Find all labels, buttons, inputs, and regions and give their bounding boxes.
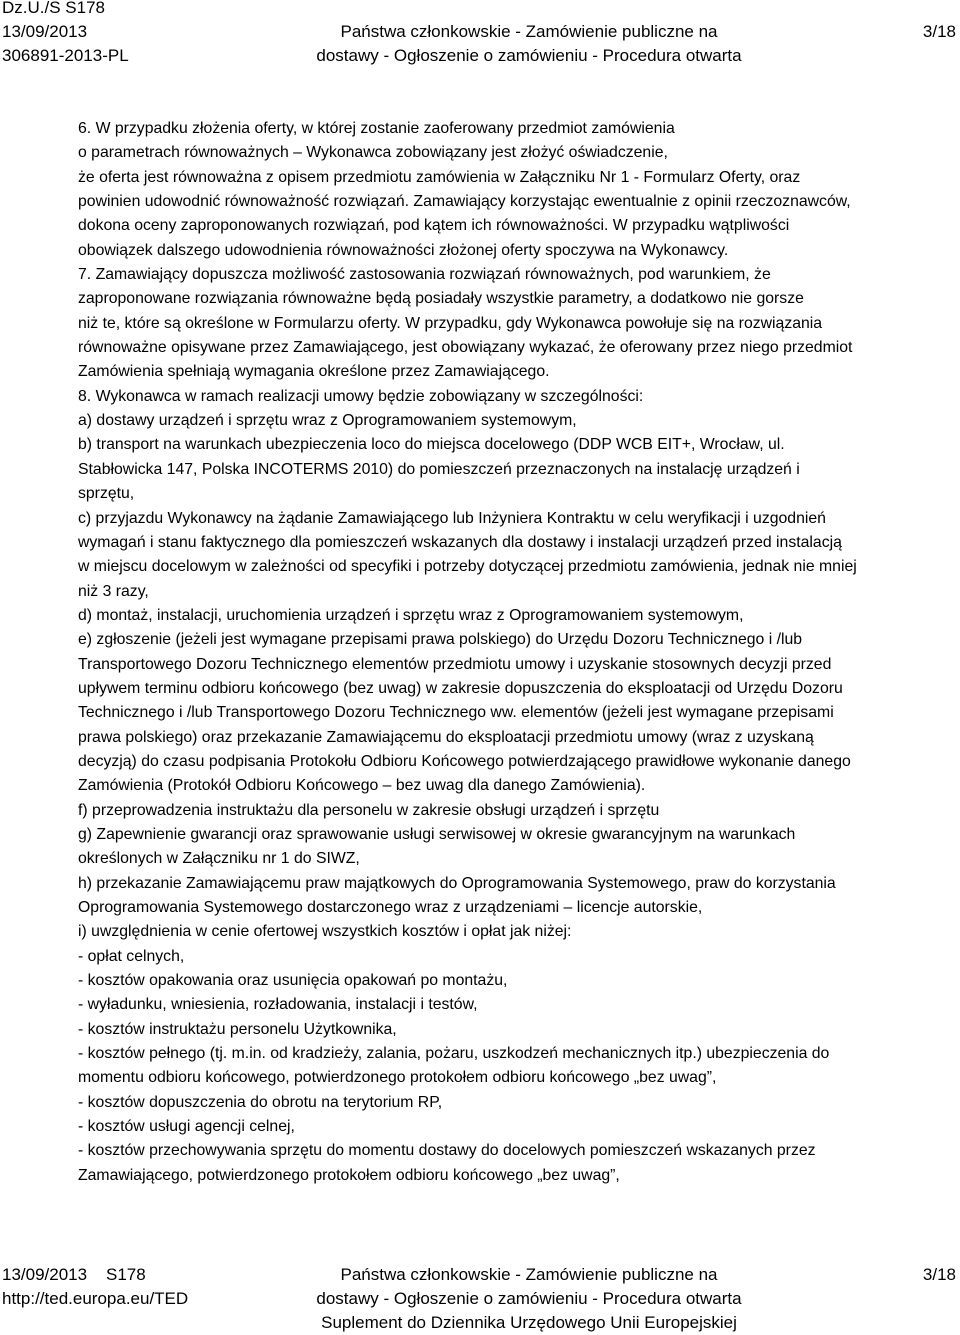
body-text-line: d) montaż, instalacji, uruchomienia urządzeń i sprzętu wraz z Oprogramowaniem systemowym, xyxy=(78,606,744,624)
header-page-number: 3/18 xyxy=(922,22,956,41)
body-text-line: decyzją) do czasu podpisania Protokołu Odbioru Końcowego potwierdzającego prawidłowe wykonanie danego xyxy=(78,752,851,770)
body-text-line: wymagań i stanu faktycznego dla pomieszczeń wskazanych dla dostawy i instalacji urządzeń przed instalacją xyxy=(78,533,842,551)
body-text-line: - kosztów dopuszczenia do obrotu na terytorium RP, xyxy=(78,1093,443,1111)
body-text-line: - opłat celnych, xyxy=(78,947,185,965)
body-text-line: Zamawiającego, potwierdzonego protokołem odbioru końcowego „bez uwag”, xyxy=(78,1166,620,1184)
body-text-line: powinien udowodnić równoważność rozwiązań. Zamawiający korzystając ewentualnie z opinii rzeczoznawców, xyxy=(78,193,851,211)
body-text-line: a) dostawy urządzeń i sprzętu wraz z Oprogramowaniem systemowym, xyxy=(78,412,577,430)
body-text-line: b) transport na warunkach ubezpieczenia loco do miejsca docelowego (DDP WCB EIT+, Wrocław, ul. xyxy=(78,436,785,454)
body-text-line: dokona oceny zaproponowanych rozwiązań, pod kątem ich równoważności. W przypadku wątpliwości xyxy=(78,217,790,235)
body-text-line: określonych w Załączniku nr 1 do SIWZ, xyxy=(78,850,360,868)
body-text-line: f) przeprowadzenia instruktażu dla personelu w zakresie obsługi urządzeń i sprzętu xyxy=(78,801,660,819)
footer-title-line: dostawy - Ogłoszenie o zamówieniu - Procedura otwarta xyxy=(316,1289,742,1308)
body-text-line: 6. W przypadku złożenia oferty, w której zostanie zaoferowany przedmiot zamówienia xyxy=(78,120,675,137)
body-text-line: 8. Wykonawca w ramach realizacji umowy będzie zobowiązany w szczególności: xyxy=(78,387,644,405)
body-text-line: zaproponowane rozwiązania równoważne będą posiadały wszystkie parametry, a dodatkowo nie gorsze xyxy=(78,290,804,308)
body-text-line: niż 3 razy, xyxy=(78,582,149,600)
body-text-line: w miejscu docelowym w zależności od specyfiki i potrzeby dotyczącej przedmiotu zamówienia, jednak nie mniej xyxy=(78,558,857,576)
header-left xyxy=(2,0,129,68)
body-text-line: o parametrach równoważnych – Wykonawca zobowiązany jest złożyć oświadczenie, xyxy=(78,144,668,162)
body-text-line: Zamówienia spełniają wymagania określone przez Zamawiającego. xyxy=(78,363,550,381)
page-footer xyxy=(0,1263,960,1334)
document-body xyxy=(78,117,950,1188)
header-title-line: dostawy - Ogłoszenie o zamówieniu - Procedura otwarta xyxy=(316,46,742,65)
footer-date-issue: 13/09/2013 S178 xyxy=(2,1265,146,1284)
body-text-line: - kosztów pełnego (tj. m.in. od kradzieży, zalania, pożaru, uszkodzeń mechanicznych itp.) ubezpieczenia do xyxy=(78,1045,830,1063)
notice-number: 306891-2013-PL xyxy=(2,46,129,65)
body-text-line: - kosztów instruktażu personelu Użytkownika, xyxy=(78,1020,397,1038)
body-text-line: e) zgłoszenie (jeżeli jest wymagane przepisami prawa polskiego) do Urzędu Dozoru Technicznego i /lub xyxy=(78,631,803,649)
body-text-line: obowiązek dalszego udowodnienia równoważności złożonej oferty spoczywa na Wykonawcy. xyxy=(78,241,729,259)
body-text-line: - kosztów opakowania oraz usunięcia opakowań po montażu, xyxy=(78,972,508,990)
body-text-line: upływem terminu odbioru końcowego (bez uwag) w zakresie dopuszczenia do eksploatacji od Urzędu Dozoru xyxy=(78,679,843,697)
header-date: 13/09/2013 xyxy=(2,22,88,41)
body-text-line: że oferta jest równoważna z opisem przedmiotu zamówienia w Załączniku Nr 1 - Formularz Oferty, oraz xyxy=(78,168,801,186)
body-text-line: Stabłowicka 147, Polska INCOTERMS 2010) do pomieszczeń przeznaczonych na instalację urządzeń i xyxy=(78,460,800,478)
header-center xyxy=(306,20,752,68)
body-text-line: Technicznego i /lub Transportowego Dozoru Technicznego ww. elementów (jeżeli jest wymagane przepisami xyxy=(78,704,834,722)
footer-left xyxy=(2,1263,188,1311)
footer-page-number: 3/18 xyxy=(922,1265,956,1284)
body-text-line: - wyładunku, wniesienia, rozładowania, instalacji i testów, xyxy=(78,996,478,1014)
body-text-line: momentu odbioru końcowego, potwierdzonego protokołem odbioru końcowego „bez uwag”, xyxy=(78,1069,717,1087)
body-text-line: prawa polskiego) oraz przekazanie Zamawiającemu do eksploatacji przedmiotu umowy (wraz z uzyskaną xyxy=(78,728,814,746)
body-text-line: - kosztów przechowywania sprzętu do momentu dostawy do docelowych pomieszczeń wskazanych przez xyxy=(78,1142,816,1160)
body-text-line: - kosztów usługi agencji celnej, xyxy=(78,1118,295,1136)
footer-supplement: Suplement do Dziennika Urzędowego Unii Europejskiej xyxy=(321,1313,737,1332)
body-text-line: i) uwzględnienia w cenie ofertowej wszystkich kosztów i opłat jak niżej: xyxy=(78,923,572,941)
body-text-line: równoważne opisywane przez Zamawiającego, jest obowiązany wykazać, że oferowany przez niego przedmiot xyxy=(78,339,853,357)
body-text-line: c) przyjazdu Wykonawcy na żądanie Zamawiającego lub Inżyniera Kontraktu w celu weryfikacji i uzgodnień xyxy=(78,509,826,527)
footer-url: http://ted.europa.eu/TED xyxy=(2,1289,189,1308)
footer-center xyxy=(306,1263,752,1335)
body-text-line: 7. Zamawiający dopuszcza możliwość zastosowania rozwiązań równoważnych, pod warunkiem, że xyxy=(78,266,771,284)
body-text-line: h) przekazanie Zamawiającemu praw majątkowych do Oprogramowania Systemowego, praw do korzystania xyxy=(78,874,836,892)
footer-title-line: Państwa członkowskie - Zamówienie publiczne na xyxy=(340,1265,718,1284)
body-text-line: g) Zapewnienie gwarancji oraz sprawowanie usługi serwisowej w okresie gwarancyjnym na warunkach xyxy=(78,825,796,843)
journal-ref: Dz.U./S S178 xyxy=(2,0,105,17)
body-text-line: Zamówienia (Protokół Odbioru Końcowego – bez uwag dla danego Zamówienia). xyxy=(78,777,646,795)
body-text-line: Transportowego Dozoru Technicznego elementów przedmiotu umowy i uzyskanie stosownych decyzji przed xyxy=(78,655,832,673)
page-header xyxy=(0,0,960,72)
body-text-line: sprzętu, xyxy=(78,485,135,503)
body-text-line: niż te, które są określone w Formularzu oferty. W przypadku, gdy Wykonawca powołuje się na rozwiązania xyxy=(78,314,823,332)
header-title-line: Państwa członkowskie - Zamówienie publiczne na xyxy=(340,22,718,41)
body-text-line: Oprogramowania Systemowego dostarczonego wraz z urządzeniami – licencje autorskie, xyxy=(78,899,703,916)
